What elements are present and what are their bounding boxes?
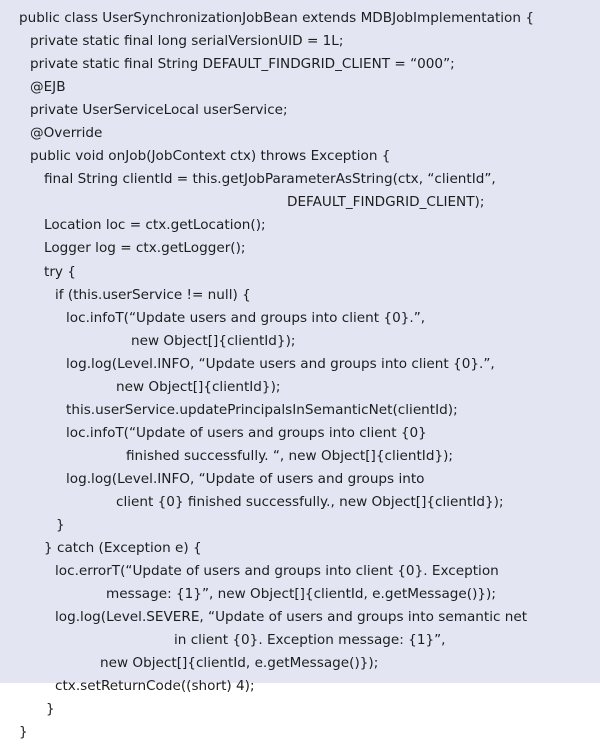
code-line: loc.infoT(“Update of users and groups into client {0} <box>66 424 427 441</box>
code-line: loc.infoT(“Update users and groups into client {0}.”, <box>66 309 426 326</box>
code-line: } <box>19 724 28 741</box>
code-line: client {0} finished successfully., new Object[]{clientId}); <box>116 493 504 510</box>
code-line: if (this.userService != null) { <box>55 286 251 303</box>
code-line: ctx.setReturnCode((short) 4); <box>55 678 255 695</box>
code-line: new Object[]{clientId, e.getMessage()}); <box>100 655 379 672</box>
code-line: new Object[]{clientId}); <box>116 378 281 395</box>
code-line: try { <box>44 263 76 280</box>
code-line: private static final long serialVersionUID = 1L; <box>30 33 344 50</box>
code-line: } catch (Exception e) { <box>44 540 202 557</box>
code-line: message: {1}”, new Object[]{clientId, e.getMessage()}); <box>106 586 496 603</box>
code-line: log.log(Level.INFO, “Update users and groups into client {0}.”, <box>66 355 495 372</box>
code-line: this.userService.updatePrincipalsInSemanticNet(clientId); <box>66 401 458 418</box>
code-line: public void onJob(JobContext ctx) throws Exception { <box>30 148 391 165</box>
code-line: loc.errorT(“Update of users and groups into client {0}. Exception <box>55 563 499 580</box>
code-line: final String clientId = this.getJobParameterAsString(ctx, “clientId”, <box>44 171 496 188</box>
code-line: @EJB <box>30 79 66 96</box>
code-line: finished successfully. “, new Object[]{clientId}); <box>126 447 453 464</box>
code-line: DEFAULT_FINDGRID_CLIENT); <box>287 194 485 211</box>
code-line: Logger log = ctx.getLogger(); <box>44 240 246 257</box>
code-line: in client {0}. Exception message: {1}”, <box>174 632 446 649</box>
code-line: } <box>46 701 55 718</box>
code-line: log.log(Level.INFO, “Update of users and groups into <box>66 470 425 487</box>
code-line: private static final String DEFAULT_FINDGRID_CLIENT = “000”; <box>30 56 455 73</box>
code-line: Location loc = ctx.getLocation(); <box>44 217 266 234</box>
code-line: public class UserSynchronizationJobBean extends MDBJobImplementation { <box>19 10 534 26</box>
code-line: log.log(Level.SEVERE, “Update of users and groups into semantic net <box>55 609 528 626</box>
code-line: @Override <box>30 125 103 142</box>
code-line: private UserServiceLocal userService; <box>30 102 288 119</box>
code-line: } <box>56 517 65 534</box>
code-line: new Object[]{clientId}); <box>131 332 296 349</box>
